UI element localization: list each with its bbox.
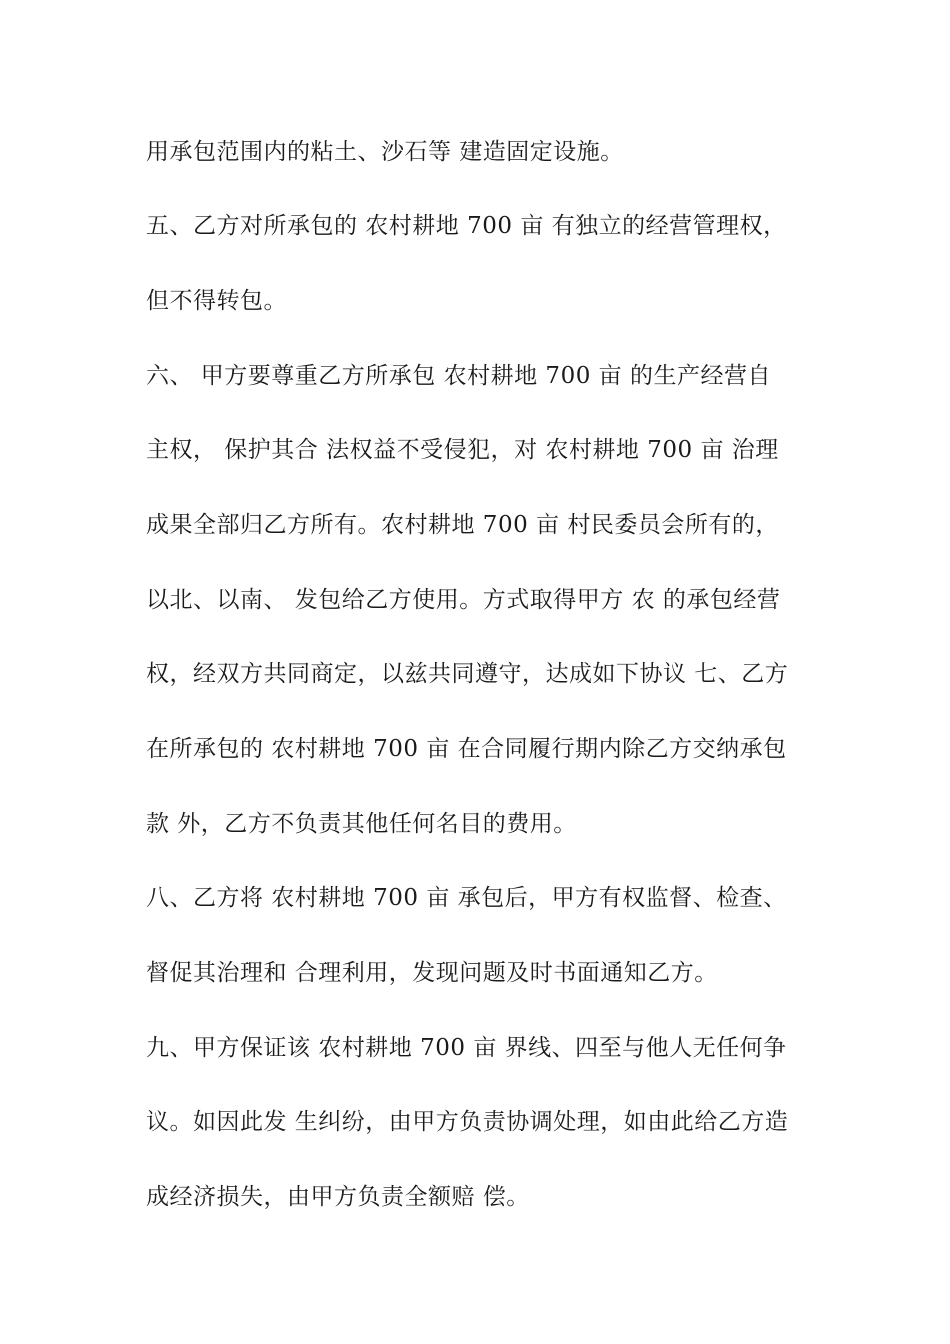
text-line: 五、乙方对所承包的 农村耕地 700 亩 有独立的经营管理权， xyxy=(146,213,787,239)
text-line: 用承包范围内的粘土、沙石等 建造固定设施。 xyxy=(146,139,624,165)
text-line: 八、乙方将 农村耕地 700 亩 承包后，甲方有权监督、检查、 xyxy=(146,885,787,911)
text-line: 在所承包的 农村耕地 700 亩 在合同履行期内除乙方交纳承包 xyxy=(146,736,787,762)
text-line: 成经济损失，由甲方负责全额赔 偿。 xyxy=(146,1184,530,1210)
text-line: 成果全部归乙方所有。农村耕地 700 亩 村民委员会所有的， xyxy=(146,512,779,538)
text-line: 九、甲方保证该 农村耕地 700 亩 界线、四至与他人无任何争 xyxy=(146,1035,787,1061)
text-line: 督促其治理和 合理利用，发现问题及时书面通知乙方。 xyxy=(146,960,718,986)
text-line: 主权， 保护其合 法权益不受侵犯，对 农村耕地 700 亩 治理 xyxy=(146,437,779,463)
text-line: 以北、以南、 发包给乙方使用。方式取得甲方 农 的承包经营 xyxy=(146,587,781,613)
text-line: 六、 甲方要尊重乙方所承包 农村耕地 700 亩 的生产经营自 xyxy=(146,363,771,389)
text-line: 权，经双方共同商定，以兹共同遵守，达成如下协议 七、乙方 xyxy=(146,661,789,687)
text-line: 但不得转包。 xyxy=(146,288,287,314)
text-line: 议。如因此发 生纠纷，由甲方负责协调处理，如由此给乙方造 xyxy=(146,1109,789,1135)
text-line: 款 外，乙方不负责其他任何名目的费用。 xyxy=(146,811,577,837)
